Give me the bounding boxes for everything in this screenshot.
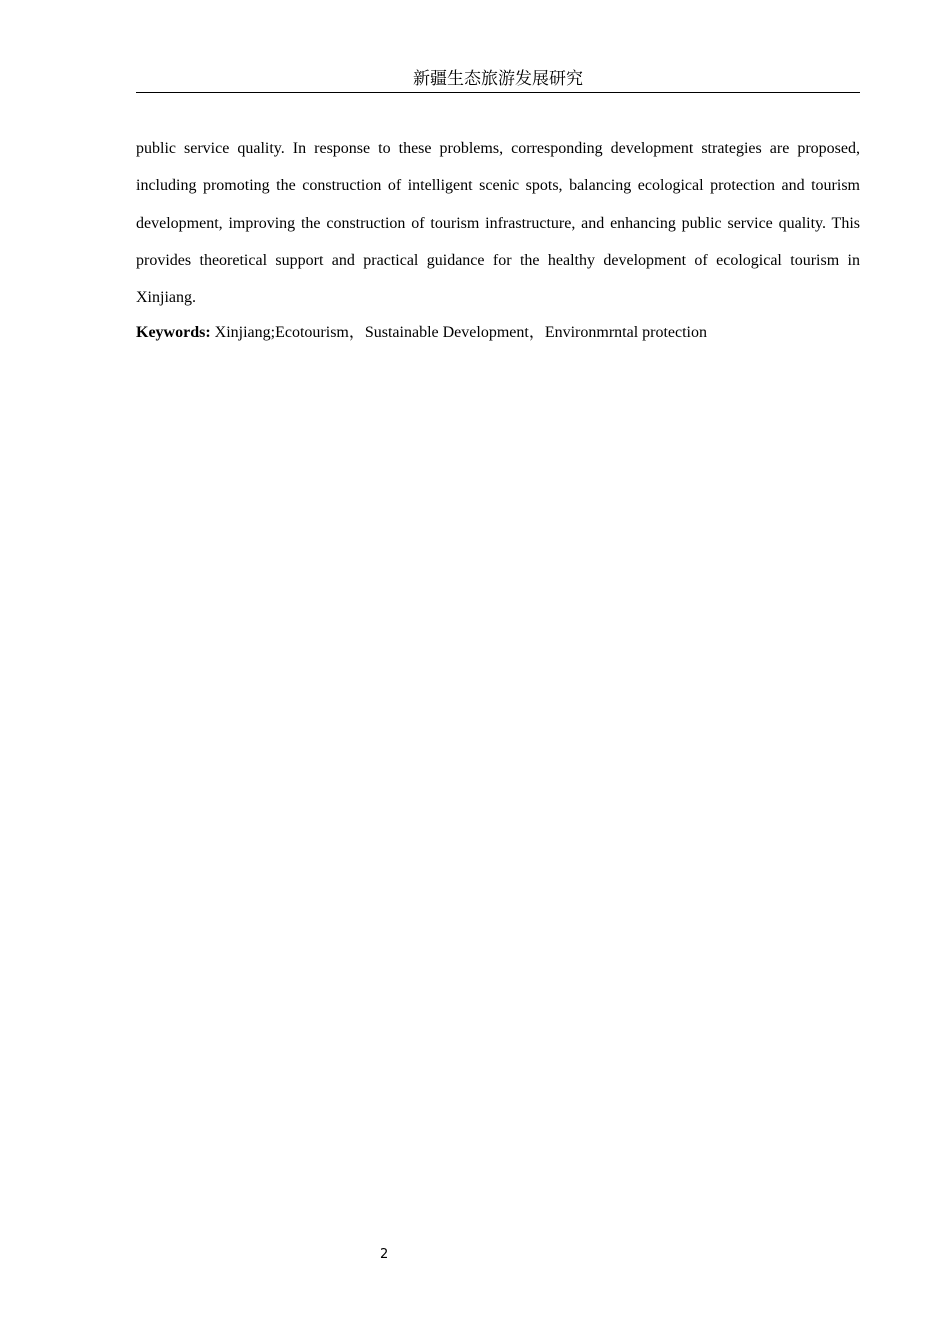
keywords-line — [136, 320, 860, 346]
keywords-value: Xinjiang;Ecotourism，Sustainable Development，Environmrntal protection — [214, 324, 708, 341]
keywords-label: Keywords: — [136, 324, 211, 341]
page-number: 2 — [380, 1247, 389, 1262]
page-header-title: 新疆生态旅游发展研究 — [413, 69, 583, 89]
abstract-paragraph: public service quality. In response to these problems, corresponding development strategies are proposed, including promoting the construction of intelligent scenic spots, balancing ecological protection and tourism development, improving the construction of tourism infrastructure, and enhancing public service quality. This provides theoretical support and practical guidance for the healthy development of ecological tourism in Xinjiang. — [136, 140, 860, 307]
page-header — [136, 66, 860, 93]
